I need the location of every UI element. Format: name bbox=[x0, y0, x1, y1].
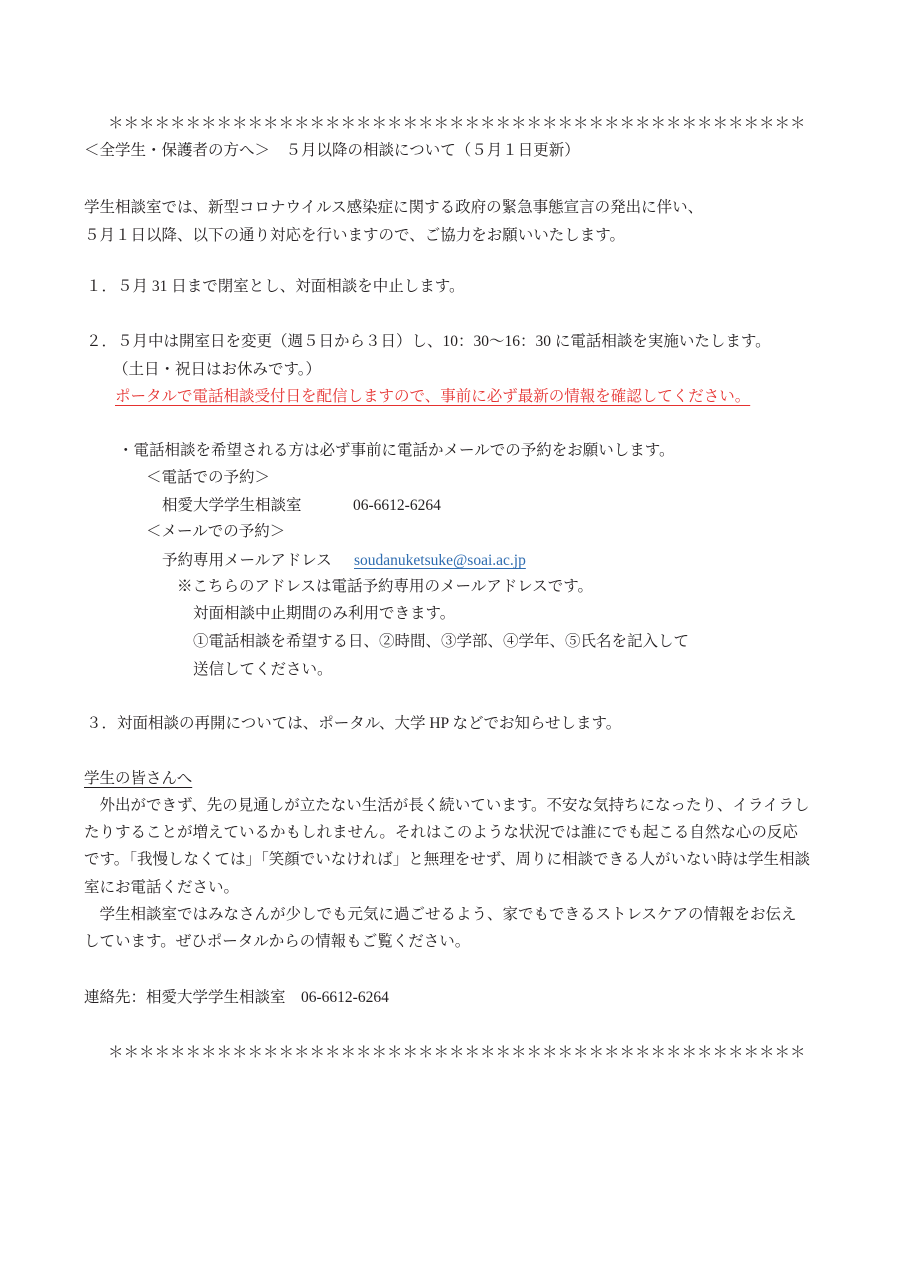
reservation-intro: ・電話相談を希望される方は必ず事前に電話かメールでの予約をお願いします。 bbox=[118, 442, 675, 459]
mail-address-container bbox=[354, 551, 526, 571]
mail-reservation-heading: ＜メールでの予約＞ bbox=[146, 523, 286, 540]
students-paragraph-line: 外出ができず、先の見通しが立たない生活が長く続いています。不安な気持ちになったり、イライラし bbox=[84, 797, 810, 814]
intro-line-1: 学生相談室では、新型コロナウイルス感染症に関する政府の緊急事態宣言の発出に伴い、 bbox=[84, 199, 704, 216]
item-3: ３．対面相談の再開については、ポータル、大学 HP などでお知らせします。 bbox=[86, 715, 622, 732]
phone-number: 06-6612-6264 bbox=[353, 497, 441, 514]
mail-note-3: ①電話相談を希望する日、②時間、③学部、④学年、⑤氏名を記入して bbox=[193, 633, 690, 650]
mail-address-label: 予約専用メールアドレス bbox=[162, 552, 332, 569]
mail-note-1: ※こちらのアドレスは電話予約専用のメールアドレスです。 bbox=[177, 578, 594, 595]
intro-line-2: ５月１日以降、以下の通り対応を行いますので、ご協力をお願いいたします。 bbox=[84, 227, 625, 244]
students-paragraph-line: です。「我慢しなくては」「笑顔でいなければ」と無理をせず、周りに相談できる人がいない時は学生相談 bbox=[84, 851, 811, 868]
students-paragraph-line: しています。ぜひポータルからの情報もご覧ください。 bbox=[84, 933, 471, 950]
portal-notice: ポータルで電話相談受付日を配信しますので、事前に必ず最新の情報を確認してください。 bbox=[115, 388, 751, 405]
separator-bottom: ＊＊＊＊＊＊＊＊＊＊＊＊＊＊＊＊＊＊＊＊＊＊＊＊＊＊＊＊＊＊＊＊＊＊＊＊＊＊＊＊＊＊＊＊＊ bbox=[108, 1044, 806, 1061]
mail-note-4: 送信してください。 bbox=[193, 661, 333, 678]
mail-address-link[interactable]: soudanuketsuke@soai.ac.jp bbox=[354, 552, 526, 569]
phone-reservation-heading: ＜電話での予約＞ bbox=[146, 469, 271, 486]
item-1: １．５月 31 日まで閉室とし、対面相談を中止します。 bbox=[86, 278, 465, 295]
students-heading: 学生の皆さんへ bbox=[84, 770, 193, 787]
separator-top: ＊＊＊＊＊＊＊＊＊＊＊＊＊＊＊＊＊＊＊＊＊＊＊＊＊＊＊＊＊＊＊＊＊＊＊＊＊＊＊＊＊＊＊＊＊ bbox=[108, 115, 806, 132]
document-title: ＜全学生・保護者の方へ＞ ５月以降の相談について（５月１日更新） bbox=[84, 142, 580, 159]
students-paragraph-line: たりすることが増えているかもしれません。それはこのような状況では誰にでも起こる自然な心の反応 bbox=[84, 824, 798, 841]
phone-office-name: 相愛大学学生相談室 bbox=[162, 497, 302, 514]
students-paragraph-line: 学生相談室ではみなさんが少しでも元気に過ごせるよう、家でもできるストレスケアの情報をお伝え bbox=[84, 906, 797, 923]
item-2: ２．５月中は開室日を変更（週５日から３日）し、10：30〜16：30 に電話相談を実施いたします。 bbox=[86, 333, 771, 350]
students-paragraph-line: 室にお電話ください。 bbox=[84, 879, 240, 896]
mail-note-2: 対面相談中止期間のみ利用できます。 bbox=[193, 605, 456, 622]
item-2-holiday-note: （土日・祝日はお休みです。） bbox=[113, 361, 322, 378]
contact-line: 連絡先：相愛大学学生相談室 06-6612-6264 bbox=[84, 989, 389, 1006]
